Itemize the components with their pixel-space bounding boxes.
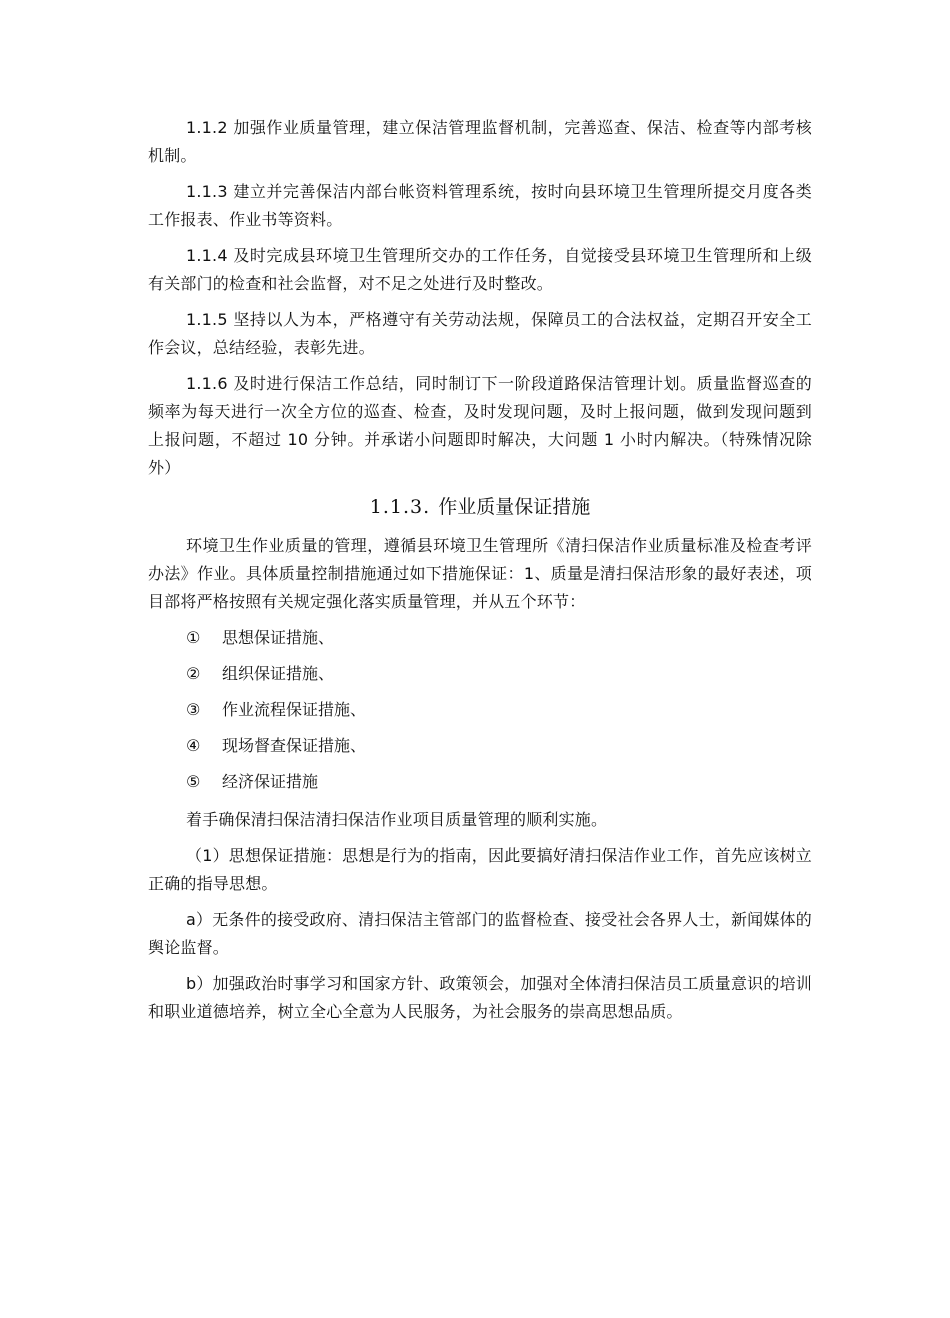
measures-list (148, 620, 812, 800)
section-heading (148, 492, 812, 522)
list-marker: ② (186, 664, 201, 683)
list-item-text: 思想保证措施、 (222, 628, 335, 647)
section-number: 1.1.3. (369, 496, 431, 518)
paragraph-1-1-4: 1.1.4 及时完成县环境卫生管理所交办的工作任务，自觉接受县环境卫生管理所和上级有关部门的检查和社会监督，对不足之处进行及时整改。 (148, 246, 812, 293)
list-item-text: 作业流程保证措施、 (222, 700, 367, 719)
list-item (148, 764, 812, 800)
list-marker: ③ (186, 700, 201, 719)
section-title: 作业质量保证措施 (438, 496, 591, 518)
list-item (148, 620, 812, 656)
list-marker: ① (186, 628, 201, 647)
paragraph-item-b: b）加强政治时事学习和国家方针、政策领会，加强对全体清扫保洁员工质量意识的培训和职业道德培养，树立全心全意为人民服务，为社会服务的崇高思想品质。 (148, 974, 812, 1021)
paragraph-ideology-measures: （1）思想保证措施：思想是行为的指南，因此要搞好清扫保洁作业工作，首先应该树立正确的指导思想。 (148, 846, 812, 893)
paragraph-1-1-2: 1.1.2 加强作业质量管理，建立保洁管理监督机制，完善巡查、保洁、检查等内部考核机制。 (148, 118, 812, 165)
list-item (148, 656, 812, 692)
paragraph-1-1-6: 1.1.6 及时进行保洁工作总结，同时制订下一阶段道路保洁管理计划。质量监督巡查的频率为每天进行一次全方位的巡查、检查，及时发现问题，及时上报问题，做到发现问题到上报问题，不超过 10 分钟。并承诺小问题即时解决，大问题 1 小时内解决。（特殊情况除外） (148, 374, 812, 477)
list-item-text: 现场督查保证措施、 (222, 736, 367, 755)
list-item (148, 692, 812, 728)
after-list-paragraph: 着手确保清扫保洁清扫保洁作业项目质量管理的顺利实施。 (186, 810, 608, 829)
paragraph-1-1-5: 1.1.5 坚持以人为本，严格遵守有关劳动法规，保障员工的合法权益，定期召开安全工作会议，总结经验，表彰先进。 (148, 310, 812, 357)
list-item (148, 728, 812, 764)
list-item-text: 组织保证措施、 (222, 664, 335, 683)
list-marker: ④ (186, 736, 201, 755)
document-body (148, 114, 812, 1034)
paragraph-1-1-3: 1.1.3 建立并完善保洁内部台帐资料管理系统，按时向县环境卫生管理所提交月度各类工作报表、作业书等资料。 (148, 182, 812, 229)
list-marker: ⑤ (186, 772, 201, 791)
list-item-text: 经济保证措施 (222, 772, 319, 791)
paragraph-item-a: a）无条件的接受政府、清扫保洁主管部门的监督检查、接受社会各界人士，新闻媒体的舆论监督。 (148, 910, 812, 957)
intro-paragraph: 环境卫生作业质量的管理，遵循县环境卫生管理所《清扫保洁作业质量标准及检查考评办法》作业。具体质量控制措施通过如下措施保证：1、质量是清扫保洁形象的最好表述，项目部将严格按照有关规定强化落实质量管理，并从五个环节： (148, 536, 812, 611)
